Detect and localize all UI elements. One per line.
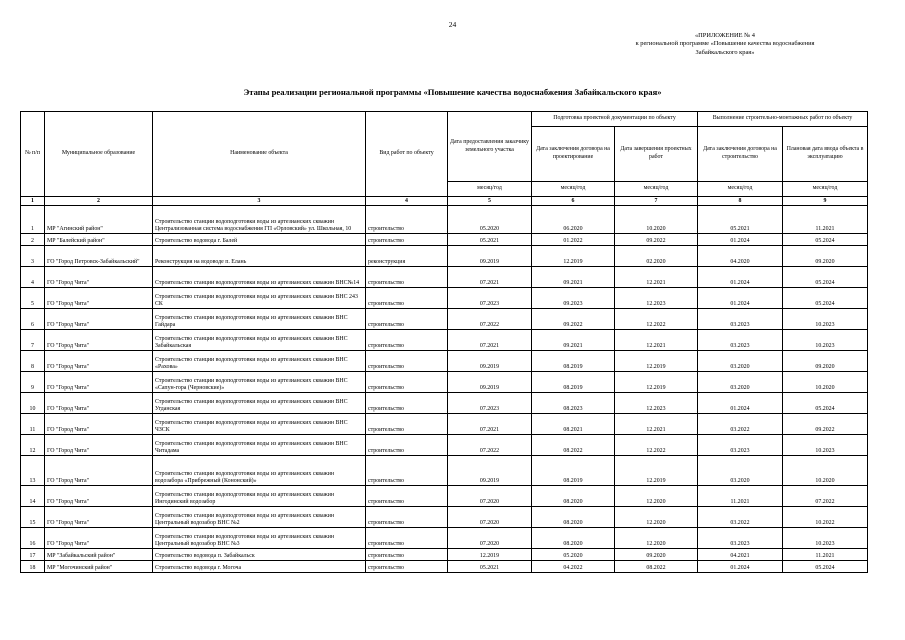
design-end-cell: 12.2023 (615, 393, 698, 414)
table-row (21, 267, 868, 288)
row-number: 7 (21, 330, 45, 351)
design-contract-cell: 09.2023 (532, 288, 615, 309)
row-number: 2 (21, 234, 45, 246)
column-number: 8 (698, 197, 783, 206)
municipality-cell: МР "Забайкальский район" (45, 549, 153, 561)
commission-date-cell: 10.2020 (783, 372, 868, 393)
table-row (21, 528, 868, 549)
work-type-cell: строительство (366, 330, 448, 351)
table-row (21, 351, 868, 372)
land-date-cell: 07.2021 (448, 414, 532, 435)
design-contract-cell: 08.2020 (532, 486, 615, 507)
row-number: 18 (21, 561, 45, 573)
design-contract-cell: 12.2019 (532, 246, 615, 267)
table-row (21, 456, 868, 486)
header-design-end: Дата завершения проектных работ (615, 127, 698, 182)
row-number: 8 (21, 351, 45, 372)
build-contract-cell: 03.2023 (698, 330, 783, 351)
design-contract-cell: 08.2020 (532, 528, 615, 549)
header-design-group: Подготовка проектной документации по объекту (532, 112, 698, 127)
commission-date-cell: 05.2024 (783, 393, 868, 414)
design-end-cell: 12.2021 (615, 267, 698, 288)
land-date-cell: 07.2022 (448, 309, 532, 330)
unit-label: месяц/год (698, 182, 783, 197)
land-date-cell: 05.2021 (448, 561, 532, 573)
object-name-cell: Строительство станции водоподготовки воды из артезианских скважин Ингодинский водозабор (153, 486, 366, 507)
land-date-cell: 07.2023 (448, 288, 532, 309)
work-type-cell: строительство (366, 351, 448, 372)
object-name-cell: Строительство станции водоподготовки воды из артезианских скважин Центральный водозабор ВНС №3 (153, 528, 366, 549)
design-end-cell: 12.2022 (615, 435, 698, 456)
build-contract-cell: 01.2024 (698, 234, 783, 246)
design-contract-cell: 09.2021 (532, 267, 615, 288)
work-type-cell: строительство (366, 393, 448, 414)
design-contract-cell: 08.2019 (532, 351, 615, 372)
design-end-cell: 12.2020 (615, 486, 698, 507)
column-number: 5 (448, 197, 532, 206)
municipality-cell: ГО "Город Чита" (45, 309, 153, 330)
row-number: 4 (21, 267, 45, 288)
design-contract-cell: 08.2022 (532, 435, 615, 456)
object-name-cell: Строительство станции водоподготовки воды из артезианских скважин ВНС Забайкальская (153, 330, 366, 351)
object-name-cell: Строительство водовода п. Забайкальск (153, 549, 366, 561)
unit-label: месяц/год (448, 182, 532, 197)
design-contract-cell: 06.2020 (532, 206, 615, 234)
design-contract-cell: 09.2022 (532, 309, 615, 330)
object-name-cell: Строительство станции водоподготовки воды из артезианских скважин водозабора «Прибрежный (Кононский)» (153, 456, 366, 486)
document-title: Этапы реализации региональной программы «Повышение качества водоснабжения Забайкальского края» (243, 87, 662, 97)
municipality-cell: МР "Могочинский район" (45, 561, 153, 573)
header-build-group: Выполнение строительно-монтажных работ по объекту (698, 112, 868, 127)
municipality-cell: ГО "Город Чита" (45, 267, 153, 288)
design-end-cell: 12.2020 (615, 507, 698, 528)
table-row (21, 507, 868, 528)
municipality-cell: ГО "Город Петровск-Забайкальский" (45, 246, 153, 267)
design-contract-cell: 01.2022 (532, 234, 615, 246)
build-contract-cell: 03.2020 (698, 372, 783, 393)
work-type-cell: строительство (366, 528, 448, 549)
object-name-cell: Строительство водовода г. Балей (153, 234, 366, 246)
build-contract-cell: 05.2021 (698, 206, 783, 234)
row-number: 3 (21, 246, 45, 267)
table-row (21, 561, 868, 573)
build-contract-cell: 01.2024 (698, 267, 783, 288)
work-type-cell: строительство (366, 288, 448, 309)
build-contract-cell: 03.2023 (698, 435, 783, 456)
commission-date-cell: 10.2020 (783, 456, 868, 486)
build-contract-cell: 04.2021 (698, 549, 783, 561)
header-num: № п/п (21, 112, 45, 197)
row-number: 12 (21, 435, 45, 456)
commission-date-cell: 09.2022 (783, 414, 868, 435)
column-number: 9 (783, 197, 868, 206)
work-type-cell: строительство (366, 435, 448, 456)
work-type-cell: строительство (366, 507, 448, 528)
land-date-cell: 07.2020 (448, 528, 532, 549)
table-row (21, 309, 868, 330)
row-number: 10 (21, 393, 45, 414)
design-contract-cell: 08.2020 (532, 507, 615, 528)
land-date-cell: 09.2019 (448, 351, 532, 372)
table-row (21, 246, 868, 267)
commission-date-cell: 05.2024 (783, 288, 868, 309)
municipality-cell: МР "Агинский район" (45, 206, 153, 234)
row-number: 5 (21, 288, 45, 309)
object-name-cell: Строительство станции водоподготовки воды из артезианских скважин Центральный водозабор ВНС №2 (153, 507, 366, 528)
table-row (21, 393, 868, 414)
municipality-cell: ГО "Город Чита" (45, 435, 153, 456)
header-land-date: Дата предоставления заказчику земельного участка (448, 112, 532, 182)
row-number: 16 (21, 528, 45, 549)
build-contract-cell: 11.2021 (698, 486, 783, 507)
object-name-cell: Строительство станции водоподготовки воды из артезианских скважин ВНС 243 СК (153, 288, 366, 309)
build-contract-cell: 01.2024 (698, 288, 783, 309)
appendix-line-1: «ПРИЛОЖЕНИЕ № 4 (694, 32, 756, 39)
object-name-cell: Строительство станции водоподготовки воды из артезианских скважин ВНС Гайдара (153, 309, 366, 330)
row-number: 1 (21, 206, 45, 234)
column-number: 6 (532, 197, 615, 206)
design-end-cell: 12.2019 (615, 372, 698, 393)
land-date-cell: 09.2019 (448, 372, 532, 393)
work-type-cell: строительство (366, 414, 448, 435)
row-number: 17 (21, 549, 45, 561)
work-type-cell: строительство (366, 309, 448, 330)
column-number: 2 (45, 197, 153, 206)
land-date-cell: 07.2022 (448, 435, 532, 456)
table-row (21, 549, 868, 561)
commission-date-cell: 09.2020 (783, 351, 868, 372)
table-row (21, 206, 868, 234)
commission-date-cell: 10.2023 (783, 330, 868, 351)
municipality-cell: ГО "Город Чита" (45, 507, 153, 528)
build-contract-cell: 03.2022 (698, 507, 783, 528)
design-end-cell: 12.2021 (615, 414, 698, 435)
land-date-cell: 07.2023 (448, 393, 532, 414)
design-contract-cell: 08.2023 (532, 393, 615, 414)
municipality-cell: ГО "Город Чита" (45, 351, 153, 372)
object-name-cell: Строительство станции водоподготовки воды из артезианских скважин ВНС Угданская (153, 393, 366, 414)
municipality-cell: ГО "Город Чита" (45, 330, 153, 351)
build-contract-cell: 01.2024 (698, 561, 783, 573)
header-municipality: Муниципальное образование (45, 112, 153, 197)
work-type-cell: строительство (366, 267, 448, 288)
object-name-cell: Строительство станции водоподготовки воды из артезианских скважин ВНС ЧЗСК (153, 414, 366, 435)
commission-date-cell: 05.2024 (783, 267, 868, 288)
object-name-cell: Реконструкция на водоводе п. Елань (153, 246, 366, 267)
build-contract-cell: 03.2023 (698, 528, 783, 549)
appendix-note (605, 32, 845, 57)
design-end-cell: 10.2020 (615, 206, 698, 234)
appendix-line-2: к региональной программе «Повышение качества водоснабжения (635, 40, 815, 48)
municipality-cell: ГО "Город Чита" (45, 528, 153, 549)
commission-date-cell: 10.2022 (783, 507, 868, 528)
header-design-contract: Дата заключения договора на проектирование (532, 127, 615, 182)
commission-date-cell: 10.2023 (783, 435, 868, 456)
work-type-cell: строительство (366, 456, 448, 486)
land-date-cell: 07.2020 (448, 486, 532, 507)
column-number: 7 (615, 197, 698, 206)
unit-label: месяц/год (532, 182, 615, 197)
object-name-cell: Строительство станции водоподготовки воды из артезианских скважин ВНС «Рахова» (153, 351, 366, 372)
appendix-line-3: Забайкальского края» (695, 48, 755, 56)
design-end-cell: 12.2019 (615, 351, 698, 372)
design-end-cell: 12.2022 (615, 309, 698, 330)
table-row (21, 414, 868, 435)
design-contract-cell: 08.2019 (532, 372, 615, 393)
header-work-type: Вид работ по объекту (366, 112, 448, 197)
unit-label: месяц/год (783, 182, 868, 197)
design-end-cell: 08.2022 (615, 561, 698, 573)
table-row (21, 330, 868, 351)
commission-date-cell: 07.2022 (783, 486, 868, 507)
land-date-cell: 07.2020 (448, 507, 532, 528)
design-end-cell: 02.2020 (615, 246, 698, 267)
design-contract-cell: 05.2020 (532, 549, 615, 561)
table-row (21, 288, 868, 309)
commission-date-cell: 11.2021 (783, 206, 868, 234)
land-date-cell: 05.2020 (448, 206, 532, 234)
land-date-cell: 07.2021 (448, 330, 532, 351)
design-contract-cell: 04.2022 (532, 561, 615, 573)
row-number: 6 (21, 309, 45, 330)
municipality-cell: ГО "Город Чита" (45, 414, 153, 435)
work-type-cell: строительство (366, 486, 448, 507)
work-type-cell: строительство (366, 206, 448, 234)
municipality-cell: ГО "Город Чита" (45, 456, 153, 486)
design-end-cell: 12.2023 (615, 288, 698, 309)
land-date-cell: 05.2021 (448, 234, 532, 246)
row-number: 14 (21, 486, 45, 507)
build-contract-cell: 01.2024 (698, 393, 783, 414)
object-name-cell: Строительство станции водоподготовки воды из артезианских скважин ВНС№14 (153, 267, 366, 288)
page-number: 24 (448, 20, 457, 29)
land-date-cell: 09.2019 (448, 456, 532, 486)
row-number: 15 (21, 507, 45, 528)
design-end-cell: 09.2022 (615, 234, 698, 246)
unit-label: месяц/год (615, 182, 698, 197)
work-type-cell: строительство (366, 561, 448, 573)
build-contract-cell: 03.2020 (698, 456, 783, 486)
work-type-cell: строительство (366, 372, 448, 393)
table-row (21, 435, 868, 456)
work-type-cell: реконструкция (366, 246, 448, 267)
land-date-cell: 12.2019 (448, 549, 532, 561)
design-contract-cell: 09.2021 (532, 330, 615, 351)
design-contract-cell: 08.2021 (532, 414, 615, 435)
design-end-cell: 12.2021 (615, 330, 698, 351)
commission-date-cell: 05.2024 (783, 234, 868, 246)
table-row (21, 486, 868, 507)
table-row (21, 234, 868, 246)
commission-date-cell: 09.2020 (783, 246, 868, 267)
commission-date-cell: 10.2023 (783, 528, 868, 549)
municipality-cell: ГО "Город Чита" (45, 288, 153, 309)
column-number: 3 (153, 197, 366, 206)
column-number: 4 (366, 197, 448, 206)
design-end-cell: 12.2019 (615, 456, 698, 486)
design-contract-cell: 08.2019 (532, 456, 615, 486)
build-contract-cell: 03.2020 (698, 351, 783, 372)
work-type-cell: строительство (366, 234, 448, 246)
column-number: 1 (21, 197, 45, 206)
header-commission: Плановая дата ввода объекта в эксплуатацию (783, 127, 868, 182)
design-end-cell: 12.2020 (615, 528, 698, 549)
build-contract-cell: 03.2023 (698, 309, 783, 330)
commission-date-cell: 11.2021 (783, 549, 868, 561)
municipality-cell: МР "Балейский район" (45, 234, 153, 246)
table-row (21, 372, 868, 393)
design-end-cell: 09.2020 (615, 549, 698, 561)
land-date-cell: 07.2021 (448, 267, 532, 288)
object-name-cell: Строительство водовода г. Могоча (153, 561, 366, 573)
row-number: 11 (21, 414, 45, 435)
municipality-cell: ГО "Город Чита" (45, 486, 153, 507)
build-contract-cell: 04.2020 (698, 246, 783, 267)
object-name-cell: Строительство станции водоподготовки воды из артезианских скважин ВНС «Сапун-гора (Черновские)» (153, 372, 366, 393)
header-build-contract: Дата заключения договора на строительство (698, 127, 783, 182)
stages-table (20, 111, 868, 573)
header-object: Наименование объекта (153, 112, 366, 197)
land-date-cell: 09.2019 (448, 246, 532, 267)
row-number: 9 (21, 372, 45, 393)
row-number: 13 (21, 456, 45, 486)
object-name-cell: Строительство станции водоподготовки воды из артезианских скважин ВНС Читадама (153, 435, 366, 456)
municipality-cell: ГО "Город Чита" (45, 372, 153, 393)
municipality-cell: ГО "Город Чита" (45, 393, 153, 414)
work-type-cell: строительство (366, 549, 448, 561)
commission-date-cell: 05.2024 (783, 561, 868, 573)
object-name-cell: Строительство станции водоподготовки воды из артезианских скважин Централизованная система водоснабжения ГП «Орловский» ул. Школьная, 10 (153, 206, 366, 234)
build-contract-cell: 03.2022 (698, 414, 783, 435)
commission-date-cell: 10.2023 (783, 309, 868, 330)
